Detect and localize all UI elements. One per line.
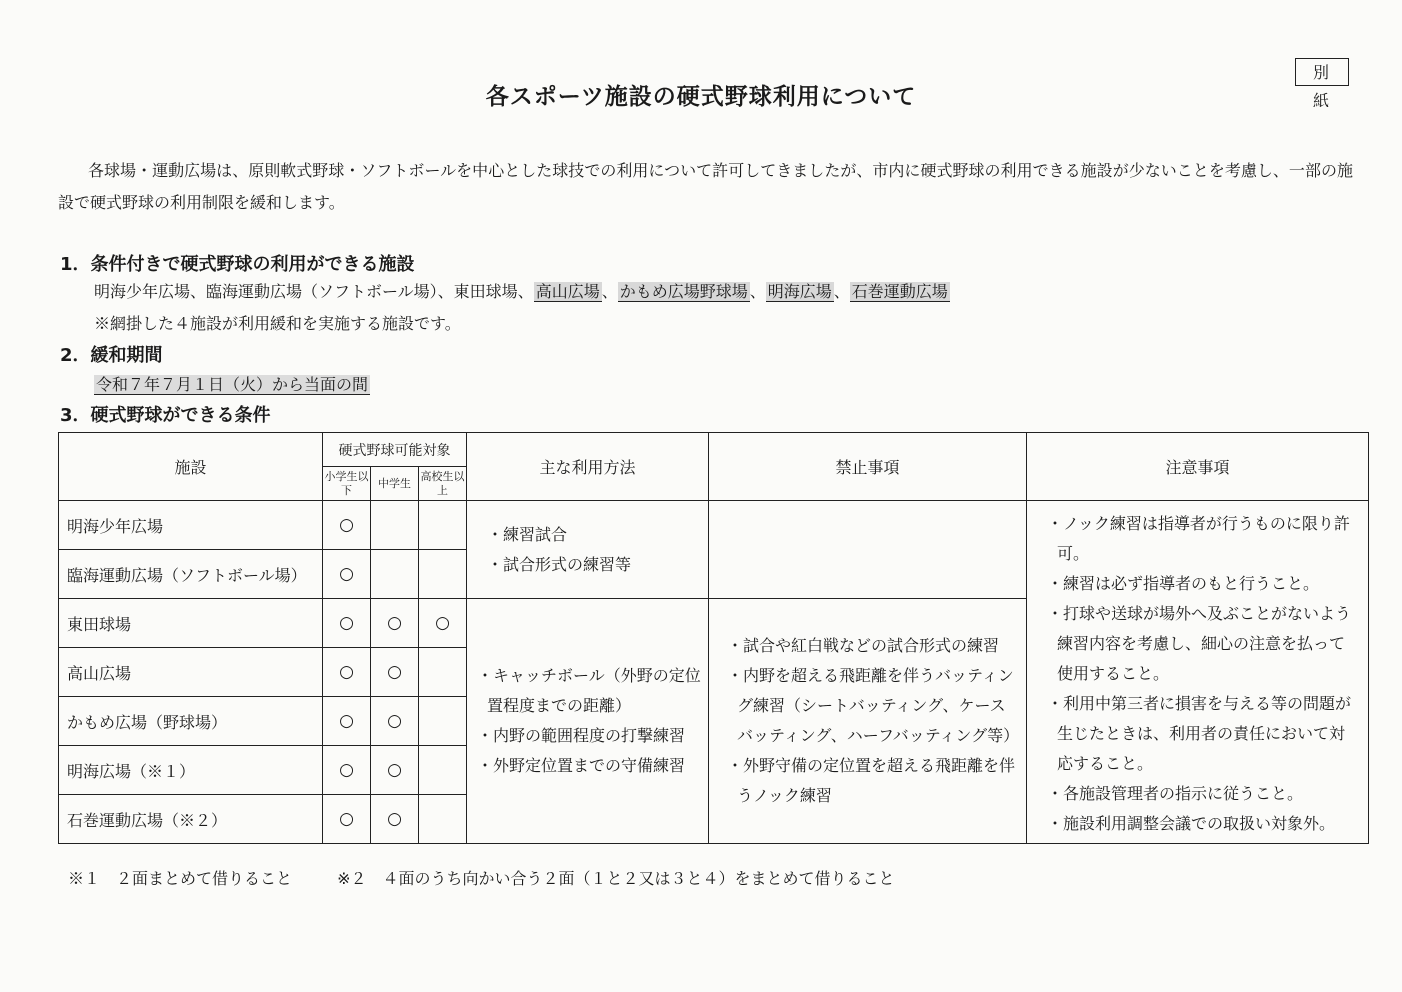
table-row: 高山広場 ○ ○	[59, 648, 1369, 697]
footnotes	[68, 866, 935, 889]
header-facility: 施設	[59, 433, 323, 501]
header-prohibited: 禁止事項	[709, 433, 1027, 501]
table-row: 石巻運動広場（※２） ○ ○	[59, 795, 1369, 844]
facility-hl-1: かもめ広場野球場	[619, 282, 748, 301]
facility-hl-0: 高山広場	[535, 282, 600, 301]
footnote-2: ※２ ４面のうち向かい合う２面（１と２又は３と４）をまとめて借りること	[337, 869, 895, 888]
section2-heading: 2．緩和期間	[60, 345, 163, 366]
annex-stamp: 別紙	[1295, 58, 1349, 86]
header-target-group: 硬式野球可能対象	[323, 433, 467, 467]
facilities-plain: 明海少年広場、臨海運動広場（ソフトボール場）、東田球場、	[94, 282, 534, 301]
prohibited-a-cell	[709, 501, 1027, 599]
facility-name: 高山広場	[59, 648, 323, 697]
section2-period	[94, 372, 370, 395]
facility-name: かもめ広場（野球場）	[59, 697, 323, 746]
period-text: 令和７年７月１日（火）から当面の間	[96, 375, 369, 394]
header-caution: 注意事項	[1027, 433, 1369, 501]
footnote-1: ※１ ２面まとめて借りること	[68, 869, 293, 888]
table-row: 臨海運動広場（ソフトボール場） ○	[59, 550, 1369, 599]
caution-cell: ・ ノック練習は指導者が行うものに限り許可。 ・ 練習は必ず指導者のもと行うこと。 ・ 打球や送球が場外へ及ぶことがないよう練習内容を考慮し、細心の注意を払って使用すること。 ・ 利用中第三者に損害を与える等の問題が生じたときは、利用者の責任において対応すること。 ・ 各施設管理者の指示に従うこと。 ・ 施設利用調整会議での取扱い対象外。	[1027, 501, 1369, 844]
section3-heading: 3．硬式野球ができる条件	[60, 405, 271, 426]
page-title: 各スポーツ施設の硬式野球利用について	[485, 84, 917, 110]
header-high: 高校生以上	[419, 467, 467, 501]
table-row: かもめ広場（野球場） ○ ○	[59, 697, 1369, 746]
section1-heading: 1．条件付きで硬式野球の利用ができる施設	[60, 254, 415, 275]
table-row: 東田球場 ○ ○ ○ ・ キャッチボール（外野の定位置程度までの距離） ・ 内野の範囲程度の打撃練習 ・ 外野定位置までの守備練習 ・ 試合や紅白戦などの試合形式の練習 ・ 内野を超える飛距離を伴うバッティング練習（シートバッティング、ケースバッティング、ハーフバッティング等） ・ 外野守備の定位置を超える飛距離を伴うノック練習	[59, 599, 1369, 648]
facility-hl-2: 明海広場	[767, 282, 832, 301]
prohibited-b-cell: ・ 試合や紅白戦などの試合形式の練習 ・ 内野を超える飛距離を伴うバッティング練習（シートバッティング、ケースバッティング、ハーフバッティング等） ・ 外野守備の定位置を超える飛距離を伴うノック練習	[709, 599, 1027, 844]
conditions-table	[58, 432, 1369, 844]
section1-facilities: 明海少年広場、臨海運動広場（ソフトボール場）、東田球場、 高山広場 、 かもめ広場野球場 、 明海広場 、 石巻運動広場	[94, 282, 948, 301]
table-row: 明海少年広場 ○ ・ 練習試合 ・ 試合形式の練習等 ・ ノック練習は指導者が行うものに限り許可。 ・ 練習は必ず指導者のもと行うこと。 ・ 打球や送球が場外へ及ぶことがないよう練習内容を考慮し、細心の注意を払って使用すること。 ・ 利用中第三者に損害を与える等の問題が生じたときは、利用者の責任において対応すること。 ・ 各施設管理者の指示に従うこと。 ・ 施設利用調整会議での取扱い対象外。	[59, 501, 1369, 550]
table-row: 明海広場（※１） ○ ○	[59, 746, 1369, 795]
facility-name: 明海少年広場	[59, 501, 323, 550]
intro-paragraph: 各球場・運動広場は、原則軟式野球・ソフトボールを中心とした球技での利用について許可してきましたが、市内に硬式野球の利用できる施設が少ないことを考慮し、一部の施設で硬式野球の利用制限を緩和します。	[58, 161, 1353, 212]
facility-name: 石巻運動広場（※２）	[59, 795, 323, 844]
facility-name: 臨海運動広場（ソフトボール場）	[59, 550, 323, 599]
facility-name: 東田球場	[59, 599, 323, 648]
section1-note: ※網掛した４施設が利用緩和を実施する施設です。	[94, 314, 461, 333]
header-elem: 小学生以下	[323, 467, 371, 501]
usage-b-cell: ・ キャッチボール（外野の定位置程度までの距離） ・ 内野の範囲程度の打撃練習 ・ 外野定位置までの守備練習	[467, 599, 709, 844]
usage-a-cell: ・ 練習試合 ・ 試合形式の練習等	[467, 501, 709, 599]
facility-name: 明海広場（※１）	[59, 746, 323, 795]
header-middle: 中学生	[371, 467, 419, 501]
facility-hl-3: 石巻運動広場	[851, 282, 948, 301]
header-usage: 主な利用方法	[467, 433, 709, 501]
